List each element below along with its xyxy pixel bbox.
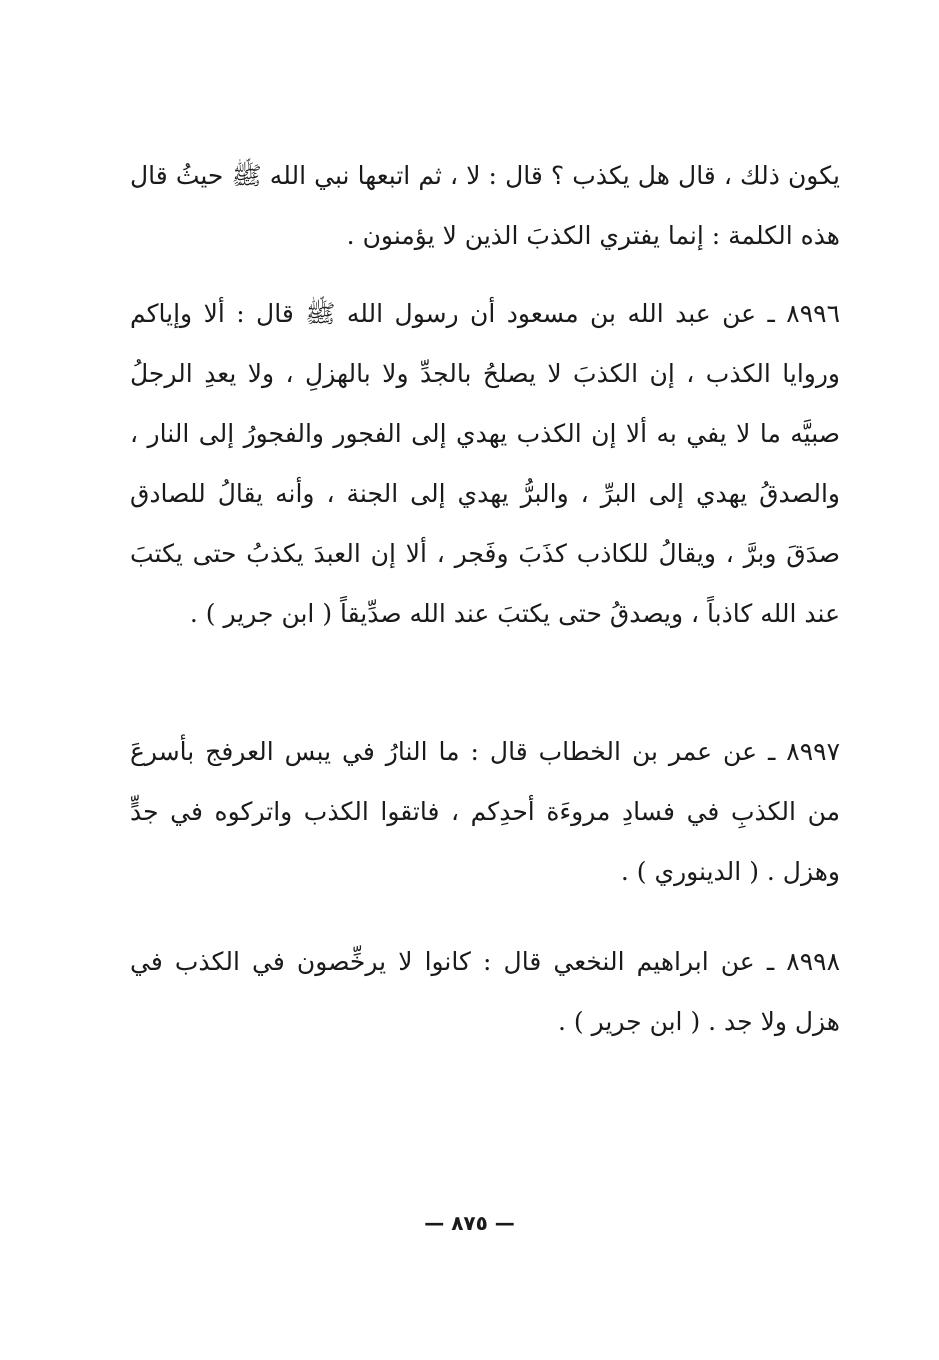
hadith-8998: ٨٩٩٨ ـ عن ابراهيم النخعي قال : كانوا لا يرخِّصون في الكذب في هزل ولا جد . ( ابن جرير ) . xyxy=(130,947,840,1036)
document-page xyxy=(130,0,840,1360)
page-number: — ٨٧٥ — xyxy=(424,1211,515,1235)
hadith-8997: ٨٩٩٧ ـ عن عمر بن الخطاب قال : ما النارُ في يبس العرفج بأسرعَ من الكذبِ في فسادِ مروءَة أحدِكم ، فاتقوا الكذب واتركوه في جدٍّ وهزل . ( الدينوري ) . xyxy=(130,737,840,886)
paragraph-continuation: يكون ذلك ، قال هل يكذب ؟ قال : لا ، ثم اتبعها نبي الله ﷺ حيثُ قال هذه الكلمة : إنما يفتري الكذبَ الذين لا يؤمنون . xyxy=(130,161,840,250)
hadith-8996: ٨٩٩٦ ـ عن عبد الله بن مسعود أن رسول الله ﷺ قال : ألا وإياكم وروايا الكذب ، إن الكذبَ لا يصلحُ بالجدِّ ولا بالهزلِ ، ولا يعدِ الرجلُ صبيَّه ما لا يفي به ألا إن الكذب يهدي إلى الفجور والفجورُ إلى النار ، والصدقُ يهدي إلى البرِّ ، والبرُّ يهدي إلى الجنة ، وأنه يقالُ للصادق صدَقَ وبرَّ ، ويقالُ للكاذب كذَبَ وفَجر ، ألا إن العبدَ يكذبُ حتى يكتبَ عند الله كاذباً ، ويصدقُ حتى يكتبَ عند الله صدِّيقاً ( ابن جرير ) . xyxy=(130,299,840,628)
